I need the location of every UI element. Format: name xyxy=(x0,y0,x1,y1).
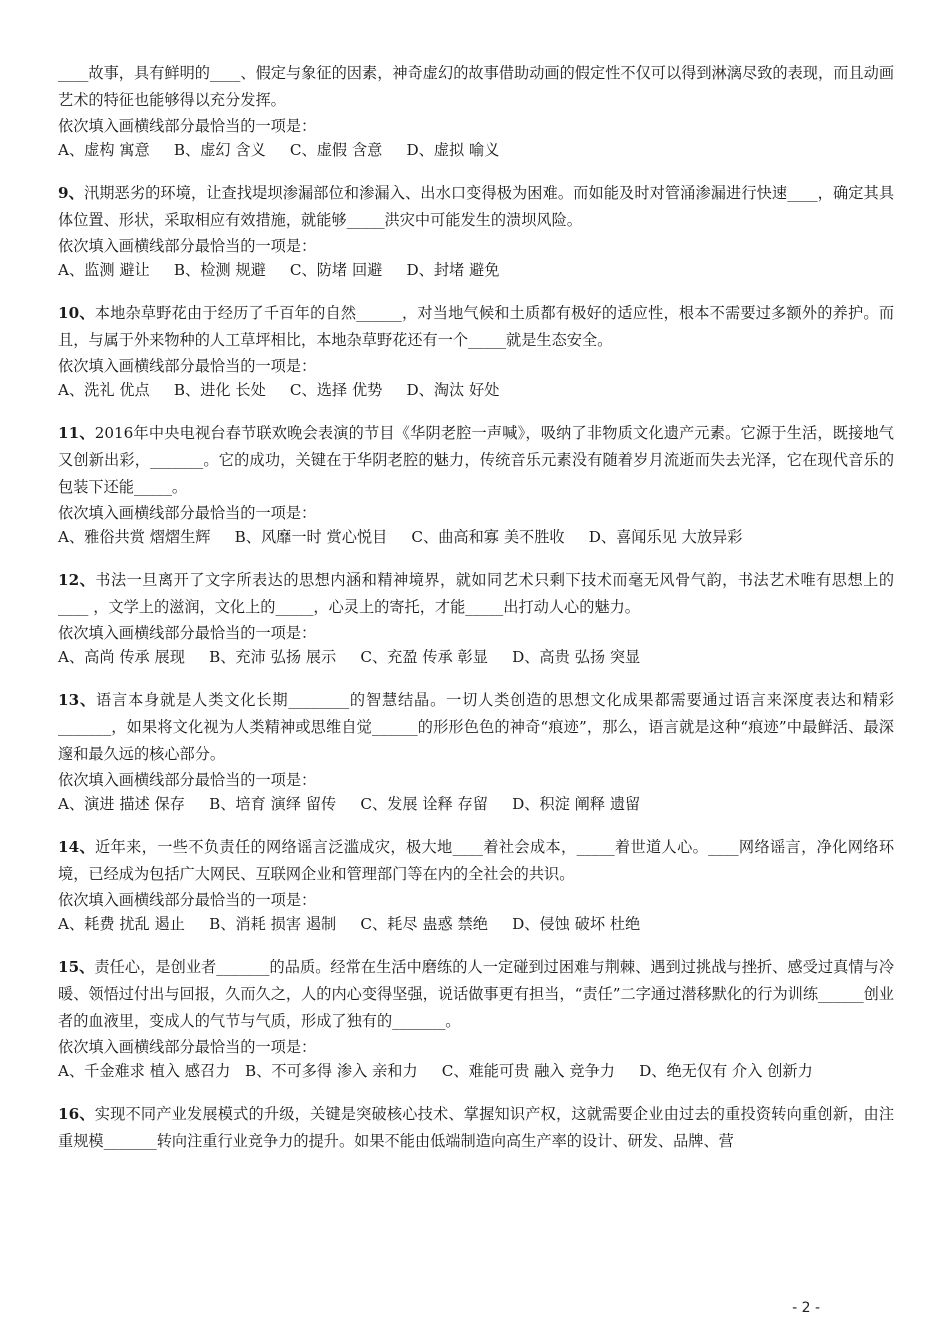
question-body: 汛期恶劣的环境，让查找堤坝渗漏部位和渗漏入、出水口变得极为困难。而如能及时对管涌渗漏进行快速____，确定其具体位置、形状，采取相应有效措施，就能够_____洪灾中可能发生的溃坝风险。 xyxy=(58,184,895,229)
question-prompt: 依次填入画横线部分最恰当的一项是： xyxy=(58,1038,317,1056)
question-text xyxy=(58,180,894,234)
question-body: 实现不同产业发展模式的升级，关键是突破核心技术、掌握知识产权，这就需要企业由过去的重投资转向重创新，由注重规模_______转向注重行业竞争力的提升。如果不能由低端制造向高生产率的设计、研发、品牌、营 xyxy=(58,1105,895,1150)
page-number: - 2 - xyxy=(792,1300,820,1316)
passage-continuation: ____故事，具有鲜明的____、假定与象征的因素，神奇虚幻的故事借助动画的假定性不仅可以得到淋漓尽致的表现，而且动画艺术的特征也能够得以充分发挥。 xyxy=(58,64,894,109)
question-body: 本地杂草野花由于经历了千百年的自然______，对当地气候和土质都有极好的适应性，根本不需要过多额外的养护。而且，与属于外来物种的人工草坪相比，本地杂草野花还有一个_____就是生态安全。 xyxy=(58,304,895,349)
question-prompt: 依次填入画横线部分最恰当的一项是： xyxy=(58,624,317,642)
question-prompt: 依次填入画横线部分最恰当的一项是： xyxy=(58,237,317,255)
question-number: 13、 xyxy=(58,691,97,709)
question-number: 9、 xyxy=(58,184,84,202)
question-number: 15、 xyxy=(58,958,95,976)
question-prompt: 依次填入画横线部分最恰当的一项是： xyxy=(58,891,317,909)
question-text xyxy=(58,567,894,621)
question-body: 责任心，是创业者_______的品质。经常在生活中磨练的人一定碰到过困难与荆棘、遇到过挑战与挫折、感受过真情与冷暖、领悟过付出与回报，久而久之，人的内心变得坚强，说话做事更有担当，“责任”二字通过潜移默化的行为训练______创业者的血液里，变成人的气节与气质，形成了独有的_______。 xyxy=(58,958,895,1030)
question-number: 11、 xyxy=(58,424,95,442)
question-number: 10、 xyxy=(58,304,95,322)
question-text xyxy=(58,300,894,354)
question-number: 12、 xyxy=(58,571,96,589)
answer-options: A、演进 描述 保存 B、培育 演绎 留传 C、发展 诠释 存留 D、积淀 阐释 遗留 xyxy=(58,795,641,813)
question-text xyxy=(58,687,894,768)
answer-options: A、千金难求 植入 感召力 B、不可多得 渗入 亲和力 C、难能可贵 融入 竞争力 D、绝无仅有 介入 创新力 xyxy=(58,1062,813,1080)
answer-options: A、耗费 扰乱 遏止 B、消耗 损害 遏制 C、耗尽 蛊惑 禁绝 D、侵蚀 破坏 杜绝 xyxy=(58,915,641,933)
question-prompt: 依次填入画横线部分最恰当的一项是： xyxy=(58,357,317,375)
question-text xyxy=(58,954,894,1035)
answer-options: A、监测 避让 B、检测 规避 C、防堵 回避 D、封堵 避免 xyxy=(58,261,500,279)
answer-options: A、高尚 传承 展现 B、充沛 弘扬 展示 C、充盈 传承 彰显 D、高贵 弘扬 突显 xyxy=(58,648,641,666)
answer-options: A、虚构 寓意 B、虚幻 含义 C、虚假 含意 D、虚拟 喻义 xyxy=(58,141,500,159)
question-body: 书法一旦离开了文字所表达的思想内涵和精神境界，就如同艺术只剩下技术而毫无风骨气韵，书法艺术唯有思想上的____ ，文学上的滋润，文化上的_____，心灵上的寄托，才能_____出打动人心的魅力。 xyxy=(58,571,895,616)
question-list xyxy=(58,180,894,1155)
question-body: 近年来，一些不负责任的网络谣言泛滥成灾，极大地____着社会成本，_____着世道人心。____网络谣言，净化网络环境，已经成为包括广大网民、互联网企业和管理部门等在内的全社会的共识。 xyxy=(58,838,895,883)
question-prompt: 依次填入画横线部分最恰当的一项是： xyxy=(58,771,317,789)
question-number: 16、 xyxy=(58,1105,95,1123)
question-text xyxy=(58,1101,894,1155)
question-body: 语言本身就是人类文化长期________的智慧结晶。一切人类创造的思想文化成果都需要通过语言来深度表达和精彩_______，如果将文化视为人类精神或思维自觉______的形形色色的神奇“痕迹”，那么，语言就是这种“痕迹”中最鲜活、最深邃和最久远的核心部分。 xyxy=(58,691,895,763)
question-prompt: 依次填入画横线部分最恰当的一项是： xyxy=(58,504,317,522)
document-page xyxy=(58,60,894,1155)
question-text xyxy=(58,834,894,888)
answer-options: A、洗礼 优点 B、进化 长处 C、选择 优势 D、淘汰 好处 xyxy=(58,381,500,399)
question-text xyxy=(58,420,894,501)
question-prompt: 依次填入画横线部分最恰当的一项是： xyxy=(58,117,317,135)
answer-options: A、雅俗共赏 熠熠生辉 B、风靡一时 赏心悦目 C、曲高和寡 美不胜收 D、喜闻乐见 大放异彩 xyxy=(58,528,743,546)
question-number: 14、 xyxy=(58,838,96,856)
question-body: 2016年中央电视台春节联欢晚会表演的节目《华阴老腔一声喊》，吸纳了非物质文化遗产元素。它源于生活，既接地气又创新出彩，_______。它的成功，关键在于华阴老腔的魅力，传统音乐元素没有随着岁月流逝而失去光泽，它在现代音乐的包装下还能_____。 xyxy=(58,424,894,496)
